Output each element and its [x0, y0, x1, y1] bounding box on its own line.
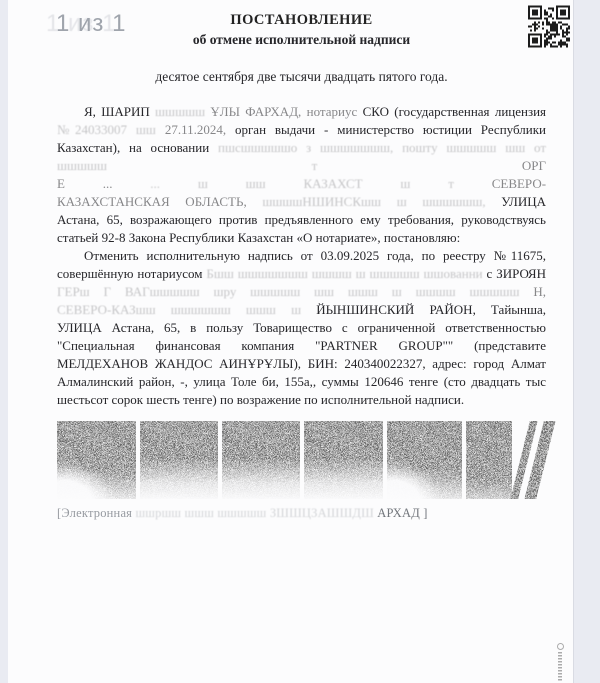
text-segment: ш т [400, 176, 454, 191]
text-segment: №24033007 [57, 122, 128, 137]
doc-line [57, 193, 546, 211]
doc-date-line: десятое сентября две тысячи двадцать пятого года. [155, 69, 448, 84]
text-segment: Алмалинский район, -, улица Толе би, 155а,, суммы 120646 тенге (сто двадцать тыс [57, 374, 546, 389]
text-segment: Е ... [57, 176, 113, 191]
edge-artifact [556, 643, 564, 683]
text-segment: СЕВЕРО-КАЗшш шшшшшш [57, 302, 231, 317]
stamp-noise-block [387, 421, 462, 499]
doc-line [57, 103, 546, 121]
text-segment: шшшшш т [57, 158, 318, 173]
text-segment: шшшшш [155, 104, 206, 119]
text-segment: ОРГ [521, 158, 546, 173]
text-segment: шестьсот сорок шесть тенге) по возражение по исполнительной надписи. [57, 392, 465, 407]
redacted-stamps-row [57, 421, 546, 499]
text-segment: статьей 92-8 Закона Республики Казахстан «О нотариате», постановляю: [57, 230, 461, 245]
text-segment: Н, [533, 284, 547, 299]
stamp-noise-block [222, 421, 300, 499]
doc-title: ПОСТАНОВЛЕНИЕ [230, 12, 373, 28]
text-segment: "Специальная финансовая компания "PARTNER GROUP"" (представите [57, 338, 546, 353]
text-segment: шшш [245, 302, 276, 317]
stamp-noise-sliver [510, 421, 555, 499]
text-segment: шш [135, 122, 156, 137]
doc-line [57, 265, 546, 283]
doc-line [57, 247, 546, 265]
text-segment: ш шшшшш [355, 266, 420, 281]
text-segment: шру шшшшш [213, 284, 301, 299]
text-segment: Бшш шшшшшшш шшшш [206, 266, 352, 281]
text-segment: ш [291, 302, 302, 317]
doc-line [57, 175, 546, 193]
text-segment: Отменить исполнительную надпись от 03.09.2025 года, по реестру №11675, [84, 248, 546, 263]
stamp-noise-block [304, 421, 383, 499]
electronic-signature-caption [57, 506, 546, 521]
text-segment: ш шшшшшш, [396, 194, 486, 209]
text-segment: СЕВЕРО- [491, 176, 547, 191]
text-segment: [Электронная [57, 506, 133, 520]
text-segment: 27.11.2024, [164, 122, 227, 137]
page-indicator: 1 из 1 [56, 10, 127, 37]
stamp-noise-block [57, 421, 136, 499]
text-segment: ш шшшш [391, 284, 456, 299]
document-page [8, 0, 574, 683]
text-segment: Астана, 65, возражающего против предъявленного ему требования, руководствуясь [57, 212, 546, 227]
doc-line [57, 373, 546, 391]
stamp-noise-block [466, 421, 512, 499]
text-segment: шш [245, 176, 266, 191]
text-segment: КАЗАХСТ [303, 176, 363, 191]
doc-line [57, 355, 546, 373]
text-segment: ... ш [150, 176, 208, 191]
document-content [57, 12, 546, 521]
text-segment: шшшшНШИНСКшш [262, 194, 382, 209]
text-segment: шшршш шшш шшшшш [135, 506, 267, 520]
doc-line [57, 139, 546, 175]
doc-line [57, 229, 546, 247]
doc-line [57, 319, 546, 337]
text-segment: пшсшшшшшо з шшшшшшш, пошту шшшшш [217, 140, 497, 155]
doc-subtitle: об отмене исполнительной надписи [192, 32, 411, 47]
text-segment: с ЗИРОЯН [486, 266, 546, 281]
text-segment: МЕЛДЕХАНОВ ЖАНДОС АИНҰРҰЛЫ), БИН: 240340022327, адрес: город Алмат [57, 356, 546, 371]
text-segment: Казахстан), на основании [57, 140, 210, 155]
doc-body-text [57, 103, 546, 409]
text-segment: совершённую нотариусом [57, 266, 203, 281]
doc-line [57, 391, 546, 409]
text-segment: шшованни [423, 266, 483, 281]
doc-line [57, 121, 546, 139]
text-segment: ҰЛЫ ФАРХАД, [210, 104, 302, 119]
doc-line [57, 301, 546, 319]
text-segment: УЛИЦА [501, 194, 547, 209]
text-segment: шш шшш [314, 284, 378, 299]
text-segment: нотариус [306, 104, 358, 119]
doc-line [57, 211, 546, 229]
text-segment: шш от [505, 140, 547, 155]
text-segment: ЙЫНШИНСКИЙ РАЙОН, Тайынша, [316, 302, 547, 317]
text-segment: ГЕРш Г ВАГшшшшш [57, 284, 200, 299]
text-segment: УЛИЦА Астана, 65, в пользу Товарищество с ограниченной ответственностью [57, 320, 546, 335]
text-segment: СКО (государственная лицензия [362, 104, 547, 119]
text-segment: АРХАД ] [377, 506, 428, 520]
doc-line [57, 283, 546, 301]
text-segment: ЗШШЦЗАШШДШ [269, 506, 374, 520]
text-segment: КАЗАХСТАНСКАЯ ОБЛАСТЬ, [57, 194, 247, 209]
stamp-noise-block [140, 421, 218, 499]
text-segment: орган выдачи - министерство юстиции Республики [234, 122, 546, 137]
text-segment: Я, ШАРИП [84, 104, 150, 119]
doc-line [57, 337, 546, 355]
text-segment: шшшшш [469, 284, 520, 299]
